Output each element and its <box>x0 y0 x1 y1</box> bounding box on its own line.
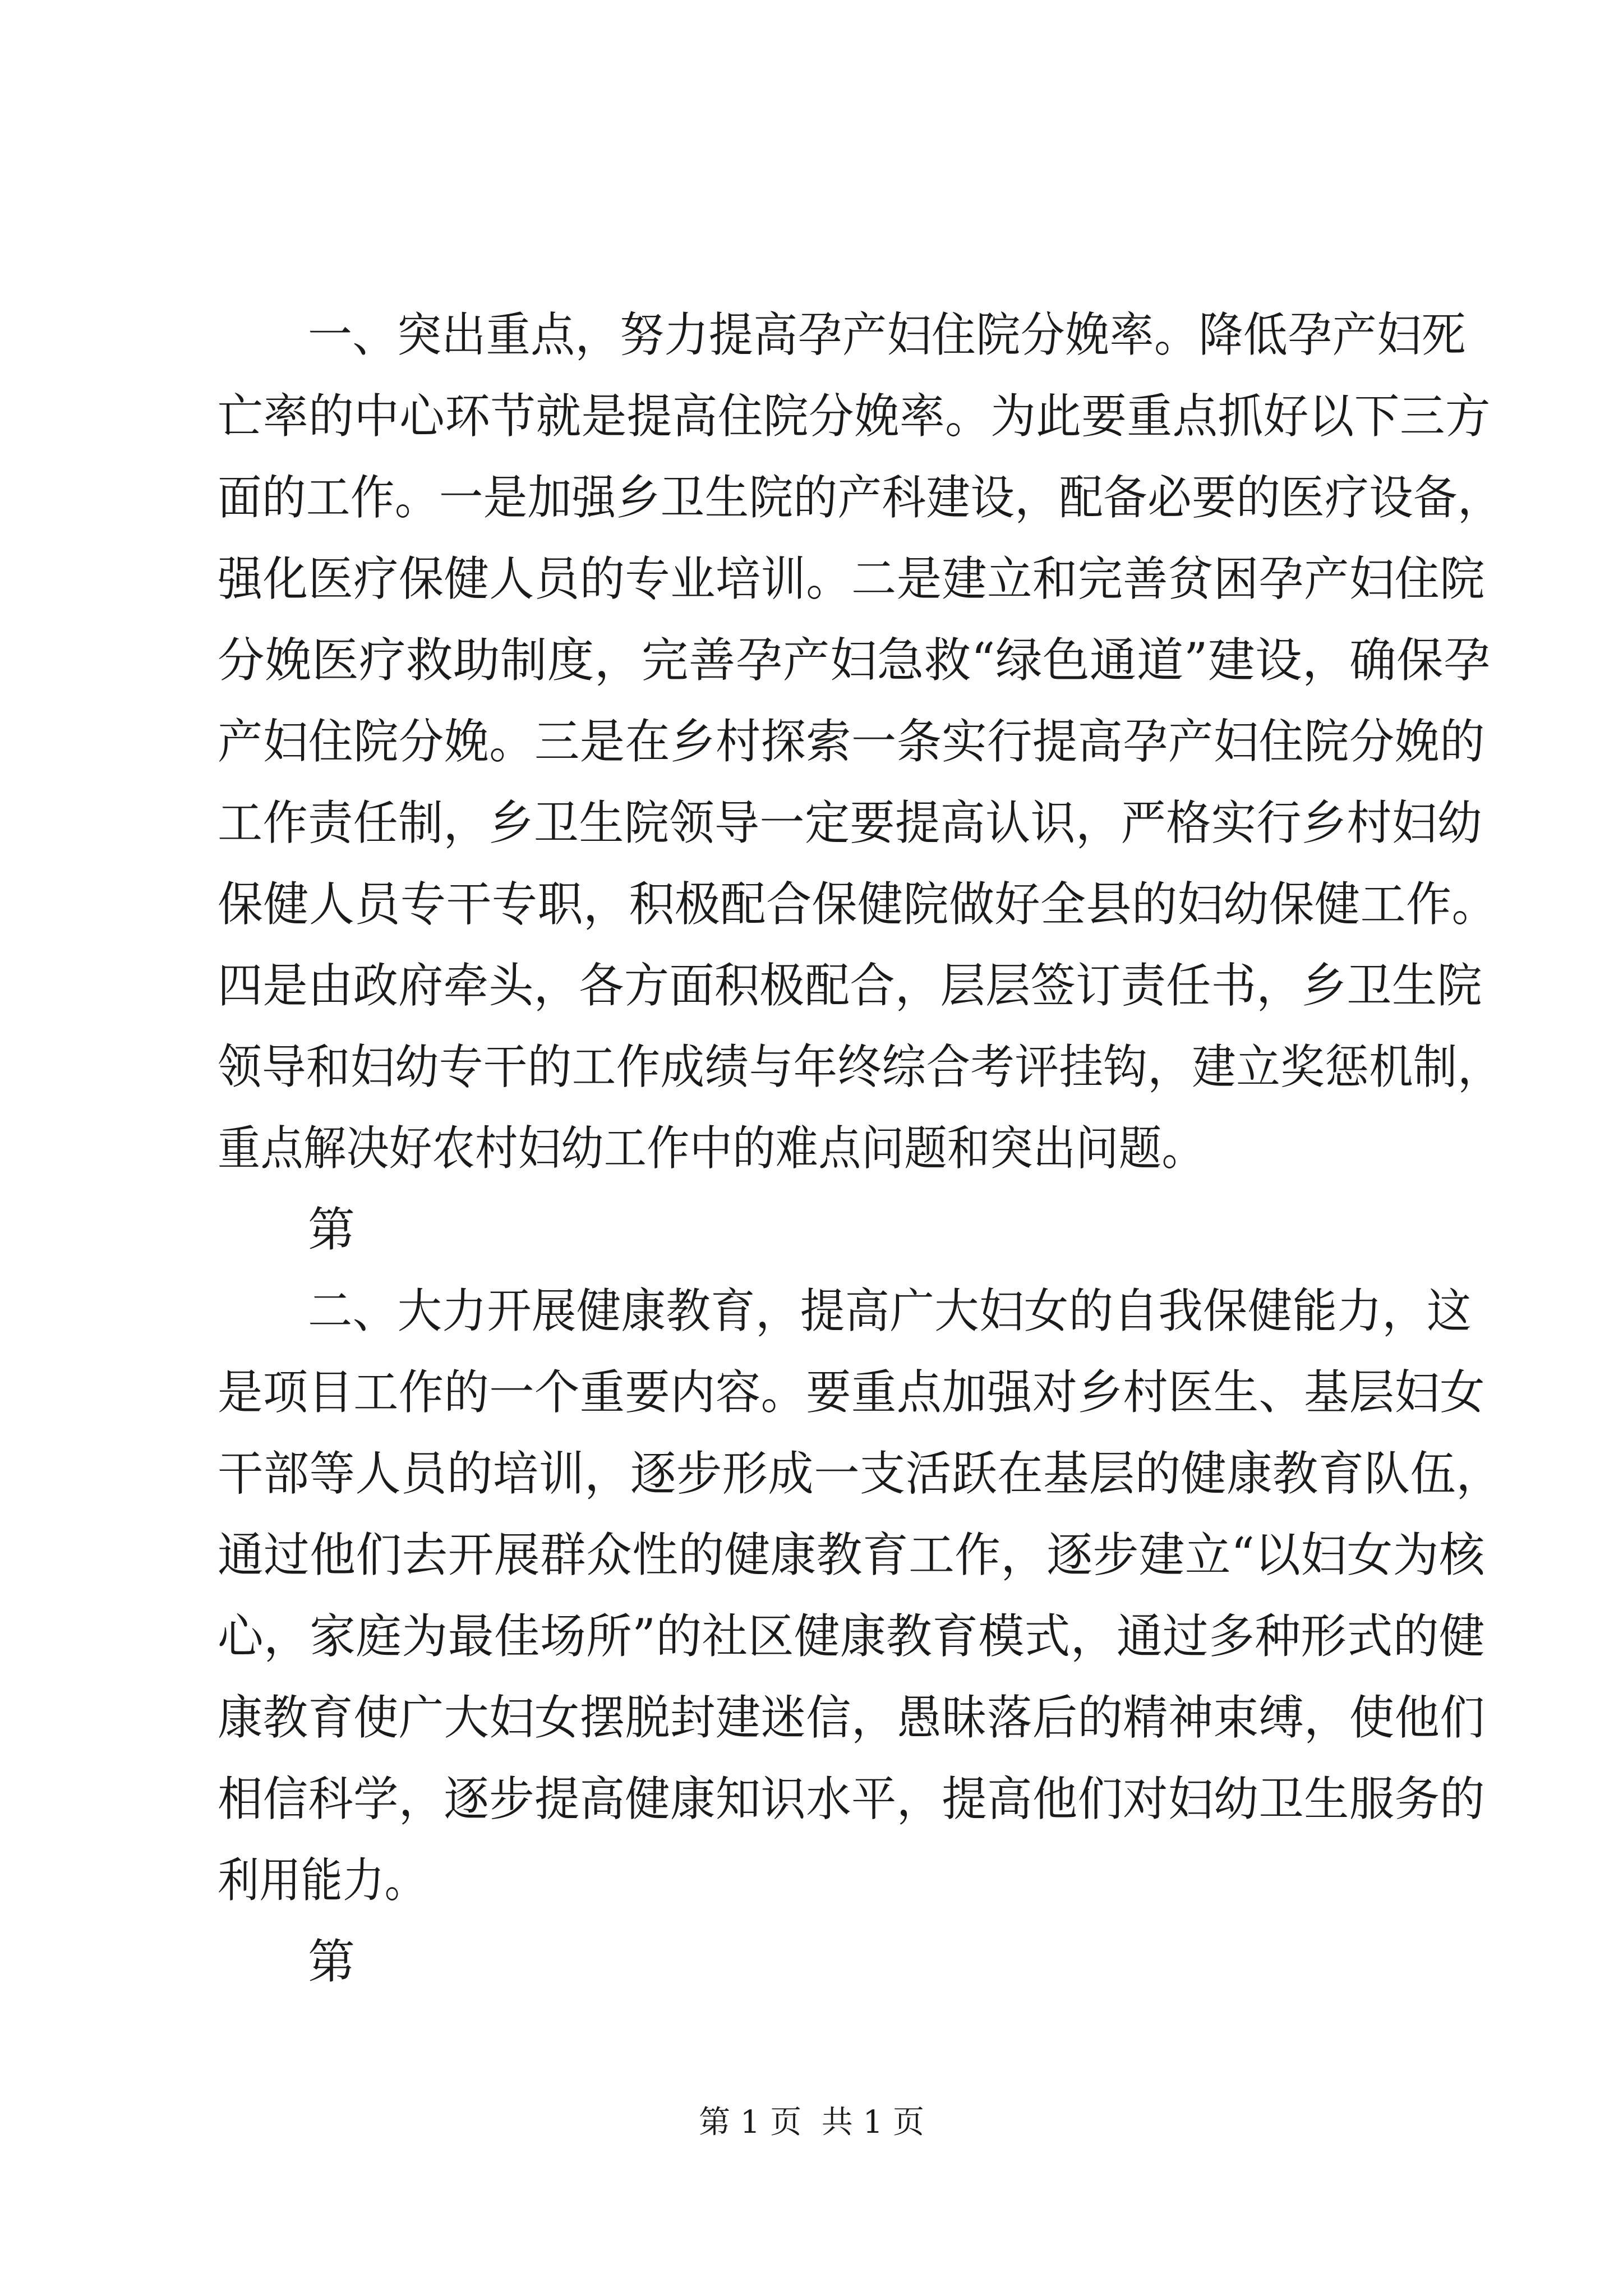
line-text: 保健人员专干专职，积极配合保健院做好全县的妇幼保健工作。 <box>218 877 1497 932</box>
line-text: 通过他们去开展群众性的健康教育工作，逐步建立“以妇女为核 <box>218 1527 1485 1582</box>
line-text: 亡率的中心环节就是提高住院分娩率。为此要重点抓好以下三方 <box>218 389 1491 444</box>
line-text: 第 <box>308 1202 356 1257</box>
page-number-label: 第 1 页 共 1 页 <box>698 2104 925 2141</box>
line-text: 是项目工作的一个重要内容。要重点加强对乡村医生、基层妇女 <box>218 1365 1485 1420</box>
line-text: 四是由政府牵头，各方面积极配合，层层签订责任书，乡卫生院 <box>218 958 1482 1013</box>
line-text: 干部等人员的培训，逐步形成一支活跃在基层的健康教育队伍， <box>218 1446 1502 1501</box>
line-text: 面的工作。一是加强乡卫生院的产科建设，配备必要的医疗设备， <box>218 470 1502 525</box>
line-text: 二、大力开展健康教育，提高广大妇女的自我保健能力，这 <box>308 1283 1472 1338</box>
line-text: 利用能力。 <box>218 1853 426 1908</box>
line-text: 产妇住院分娩。三是在乡村探索一条实行提高孕产妇住院分娩的 <box>218 714 1485 769</box>
line-text: 康教育使广大妇女摆脱封建迷信，愚昧落后的精神束缚，使他们 <box>218 1690 1485 1745</box>
line-text: 第 <box>308 1934 356 1989</box>
page-footer <box>0 2104 1623 2141</box>
line-text: 心，家庭为最佳场所”的社区健康教育模式，通过多种形式的健 <box>218 1609 1485 1664</box>
line-text: 工作责任制，乡卫生院领导一定要提高认识，严格实行乡村妇幼 <box>218 795 1482 850</box>
line-text: 分娩医疗救助制度，完善孕产妇急救“绿色通道”建设，确保孕 <box>218 633 1491 688</box>
line-text: 相信科学，逐步提高健康知识水平，提高他们对妇幼卫生服务的 <box>218 1772 1485 1826</box>
line-text: 领导和妇幼专干的工作成绩与年终综合考评挂钩，建立奖惩机制， <box>218 1039 1502 1094</box>
line-text: 强化医疗保健人员的专业培训。二是建立和完善贫困孕产妇住院 <box>218 551 1485 606</box>
line-text: 一、突出重点，努力提高孕产妇住院分娩率。降低孕产妇死 <box>308 307 1466 362</box>
line-text: 重点解决好农村妇幼工作中的难点问题和突出问题。 <box>218 1121 1205 1176</box>
